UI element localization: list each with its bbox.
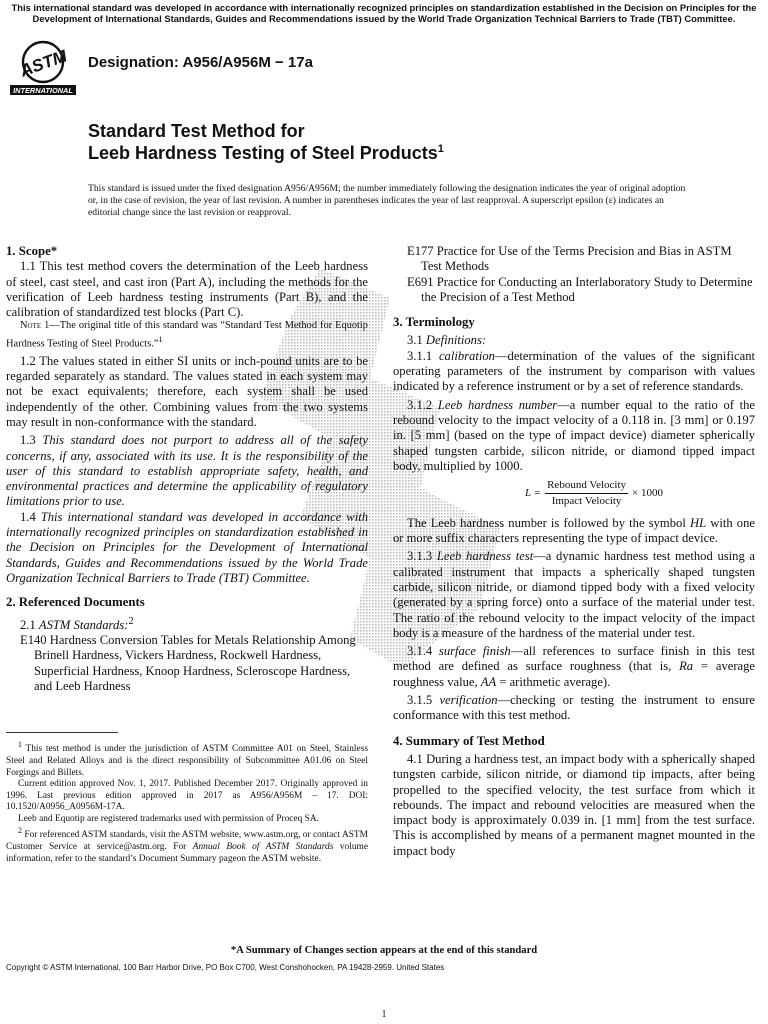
paragraph-3-1-1 bbox=[393, 349, 755, 395]
section-heading-scope: 1. Scope* bbox=[6, 244, 58, 258]
paragraph-3-1 bbox=[393, 333, 755, 348]
paragraph-number: 3.1.3 bbox=[407, 549, 437, 564]
definition-mid: = average roughness value, bbox=[393, 659, 756, 689]
intro-paragraph: This standard is issued under the fixed designation A956/A956M; the number immediately following the designation indicates the year of original adoption or, in the case of revision, the year of last revision. A number in parentheses indicates the year of last reapproval. A superscript epsilon (ε) indicates an editorial change since the last revision or reapproval. bbox=[88, 183, 686, 218]
left-column bbox=[6, 244, 368, 865]
copyright-line: Copyright © ASTM International, 100 Barr Harbor Drive, PO Box C700, West Conshohocken, PA 19428-2959. United States bbox=[6, 963, 445, 972]
paragraph-text: Definitions: bbox=[425, 333, 487, 348]
designation: Designation: A956/A956M − 17a bbox=[88, 54, 313, 71]
text-end: with one or more suffix characters representing the type of impact device. bbox=[393, 515, 755, 546]
paragraph-number: 2.1 bbox=[20, 617, 39, 632]
paragraph-3-1-4 bbox=[393, 644, 755, 690]
text: The Leeb hardness number is followed by the symbol bbox=[407, 515, 690, 530]
paragraph-1-1: 1.1 This test method covers the determination of the Leeb hardness of steel, cast steel, and cast iron (Part A), including the methods for the verification of Leeb hardness testing instruments (Part B), and the calibration of standardized test blocks (Part C). bbox=[6, 259, 368, 320]
term: surface finish bbox=[438, 644, 511, 659]
footnote-2 bbox=[6, 825, 368, 865]
note-footnote-mark: 1 bbox=[158, 333, 163, 344]
paragraph-number: 3.1 bbox=[407, 333, 426, 348]
symbol-ra: Ra bbox=[679, 659, 694, 674]
paragraph-text: This standard does not purport to address all of the safety concerns, if any, associated with its use. It is the responsibility of the user of this standard to establish appropriate safety, health, and environmental practices and determine the applicability of regulatory limitations prior to use. bbox=[6, 433, 368, 509]
formula-numerator: Rebound Velocity bbox=[545, 478, 628, 494]
footnote-text: This test method is under the jurisdiction of ASTM Committee A01 on Steel, Stainless Steel and Related Alloys and is the direct responsibility of Subcommittee A01.06 on Steel Forgings and Billets. bbox=[6, 744, 368, 778]
reference-e140: E140 Hardness Conversion Tables for Metals Relationship Among Brinell Hardness, Vickers Hardness, Rockwell Hardness, Superficial Hardness, Knoop Hardness, Scleroscope Hardness, and Leeb Hardness bbox=[20, 633, 356, 693]
paragraph-3-1-3 bbox=[393, 549, 755, 641]
paragraph-3-1-5 bbox=[393, 693, 755, 724]
paragraph-number: 3.1.1 bbox=[407, 348, 439, 363]
footnote-number: 1 bbox=[18, 740, 22, 750]
paragraph-3-1-2 bbox=[393, 398, 755, 474]
section-heading-terminology: 3. Terminology bbox=[393, 315, 475, 330]
note-label: Note 1 bbox=[20, 320, 50, 332]
footnote-number: 2 bbox=[18, 826, 22, 836]
paragraph-2-1 bbox=[6, 614, 368, 633]
term: Leeb hardness test bbox=[436, 549, 534, 564]
section-heading-referenced-documents: 2. Referenced Documents bbox=[6, 595, 145, 610]
svg-text:ASTM: ASTM bbox=[17, 46, 70, 81]
right-column bbox=[393, 244, 755, 859]
definition-end: = arithmetic average). bbox=[496, 674, 611, 689]
reference-e691: E691 Practice for Conducting an Interlaboratory Study to Determine the Precision of a Test Method bbox=[407, 274, 753, 304]
paragraph-4-1: 4.1 During a hardness test, an impact body with a spherically shaped tungsten carbide, silicon nitride, or diamond tip impacts, after being propelled to the specified velocity, the test surface from which it rebounds. The impact and rebound velocities are measured when the impact body is approximately 0.039 in. [1 mm] from the test surface. This is accomplished by means of a permanent magnet mounted in the impact body bbox=[393, 751, 755, 858]
footnote-text: For referenced ASTM standards, visit the ASTM website, www.astm.org, or contact ASTM Customer Service at service@astm.org. For bbox=[6, 830, 368, 853]
footnote-mark: 2 bbox=[128, 615, 134, 627]
svg-text:INTERNATIONAL: INTERNATIONAL bbox=[13, 86, 73, 95]
footnote-italic: Annual Book of ASTM Standards bbox=[192, 842, 334, 853]
footnote-divider bbox=[6, 732, 118, 733]
development-notice: This international standard was developed in accordance with internationally recognized principles on standardization established in the Decision on Principles for the Development of International Standards, Guides and Recommendations issued by the World Trade Organization Technical Barriers to Trade (TBT) Committee. bbox=[11, 2, 757, 24]
symbol-hl: HL bbox=[689, 515, 707, 530]
term: calibration bbox=[438, 348, 495, 363]
paragraph-1-2: 1.2 The values stated in either SI units or inch-pound units are to be regarded separately as standard. The values stated in each system may not be exact equivalents; therefore, each system shall be used independently of the other. Combining values from the two systems may result in non-conformance with the standard. bbox=[6, 353, 368, 429]
symbol-aa: AA bbox=[480, 674, 497, 689]
note-1 bbox=[6, 320, 368, 350]
definition: —all references to surface finish in this test method are defined as surface roughness (that is, bbox=[393, 644, 756, 674]
paragraph-text: ASTM Standards: bbox=[38, 617, 129, 632]
formula-rhs: × 1000 bbox=[632, 487, 663, 500]
formula-denominator: Impact Velocity bbox=[551, 495, 622, 508]
definition: —a dynamic hardness test method using a calibrated instrument that impacts a spherically shaped tungsten carbide, silicon nitride, or diamond tipped body with a fixed velocity (generated by a spring force) onto a surface of the material under test. The ratio of the rebound velocity to the impact velocity of the impact body is a measure of the hardness of the material under test. bbox=[393, 549, 755, 640]
astm-logo bbox=[8, 38, 78, 98]
paragraph-number: 3.1.5 bbox=[407, 693, 440, 708]
title-line-2 bbox=[88, 143, 444, 164]
page-number: 1 bbox=[381, 1009, 387, 1020]
paragraph-number: 3.1.2 bbox=[407, 397, 438, 412]
term: verification bbox=[439, 693, 498, 708]
paragraph-1-4 bbox=[6, 510, 368, 586]
note-text: —The original title of this standard was “Standard Test Method for Equotip Hardness Testing of Steel Products.” bbox=[6, 320, 368, 350]
paragraph-leeb-symbol bbox=[393, 516, 755, 547]
title-footnote-mark: 1 bbox=[437, 143, 444, 155]
paragraph-number: 1.4 bbox=[20, 509, 41, 524]
reference-e177: E177 Practice for Use of the Terms Precision and Bias in ASTM Test Methods bbox=[407, 244, 732, 274]
footnote-1-edition: Current edition approved Nov. 1, 2017. Published December 2017. Originally approved in 1996. Last previous edition approved in 2017 as A956/A956M – 17. DOI: 10.1520/A0956_A0956M-17A. bbox=[6, 779, 368, 813]
footnote-1 bbox=[6, 739, 368, 779]
footnote-text-end: volume information, refer to the standard’s Document Summary pageon the ASTM website. bbox=[6, 842, 368, 864]
definition: —checking or testing the instrument to ensure conformance with this test method. bbox=[393, 693, 755, 723]
definition: —determination of the values of the significant operating parameters of the instrument by comparison with values indicated by a reference instrument or by a set of reference standards. bbox=[393, 348, 755, 394]
leeb-formula bbox=[433, 478, 755, 510]
formula-lhs: L = bbox=[525, 487, 542, 500]
title-line-1: Standard Test Method for bbox=[88, 121, 305, 141]
paragraph-text: This international standard was developed in accordance with internationally recognized principles on standardization established in the Decision on Principles for the Development of International Standards, Guides and Recommendations issued by the World Trade Organization Technical Barriers to Trade (TBT) Committee. bbox=[6, 509, 368, 585]
formula-fraction bbox=[545, 478, 628, 510]
definition: —a number equal to the ratio of the rebound velocity to the impact velocity of a 0.118 in. [3 mm] or 0.197 in. [5 mm] (based on the type of impact device) diameter spherically shaped tungsten carbide, silicon nitride, or diamond tipped impact body, multiplied by 1000. bbox=[393, 397, 755, 473]
paragraph-1-3 bbox=[6, 433, 368, 509]
section-heading-summary: 4. Summary of Test Method bbox=[393, 733, 545, 748]
footnote-1-trademarks: Leeb and Equotip are registered trademarks used with permission of Proceq SA. bbox=[18, 813, 319, 824]
paragraph-number: 1.3 bbox=[20, 433, 43, 448]
summary-of-changes-note: *A Summary of Changes section appears at the end of this standard bbox=[230, 945, 538, 956]
title-text: Leeb Hardness Testing of Steel Products bbox=[88, 143, 438, 163]
paragraph-number: 3.1.4 bbox=[407, 644, 439, 659]
term: Leeb hardness number bbox=[437, 397, 558, 412]
